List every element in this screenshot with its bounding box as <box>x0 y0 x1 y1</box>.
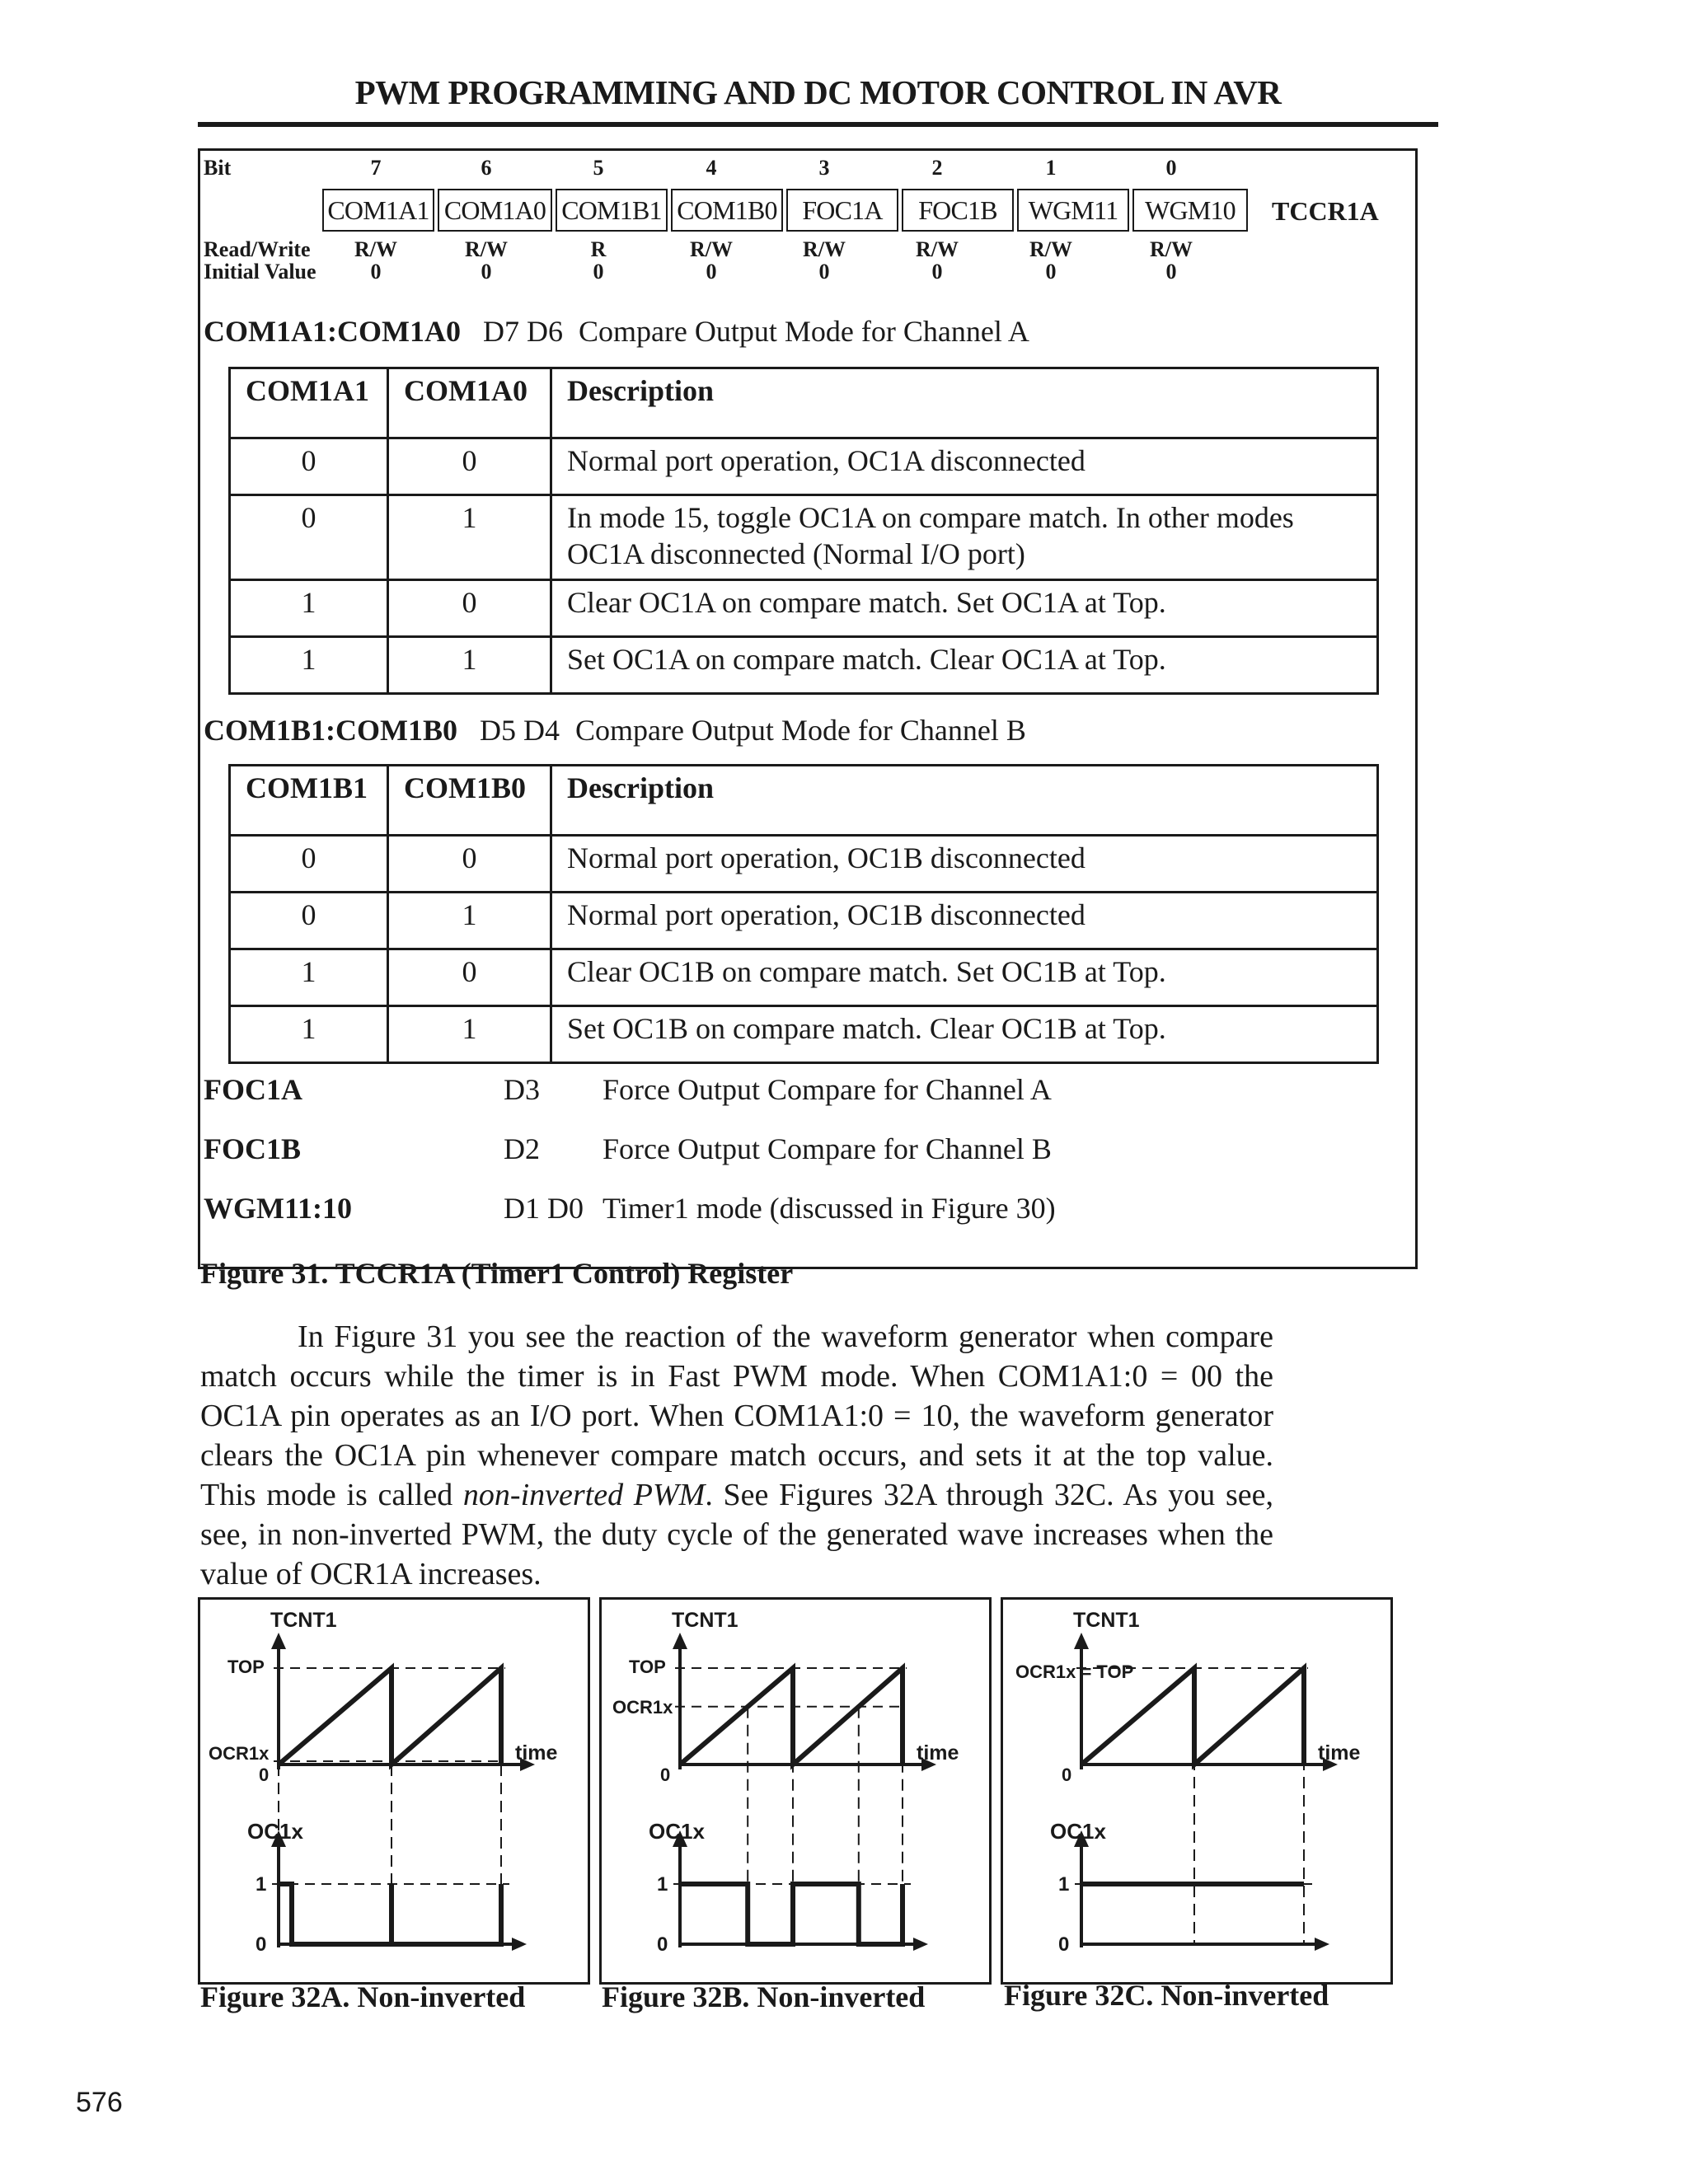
figure-32b-caption: Figure 32B. Non-inverted <box>602 1980 926 2013</box>
waveform-diagram <box>200 1600 588 1982</box>
table-row <box>230 949 1378 1006</box>
table-cell: Set OC1B on compare match. Clear OC1B at Top. <box>551 1006 1378 1063</box>
initial-value: 0 <box>818 260 830 284</box>
register-field: COM1A0 <box>438 189 552 232</box>
paragraph-emphasis: non-inverted PWM <box>462 1478 706 1512</box>
register-field: FOC1B <box>902 189 1014 232</box>
ocr-top-label: OCR1x = TOP <box>1015 1661 1134 1682</box>
table-cell: Clear OC1A on compare match. Set OC1A at Top. <box>551 580 1378 637</box>
table-cell: 1 <box>388 1006 551 1063</box>
table-cell: In mode 15, toggle OC1A on compare match. In other modes OC1A disconnected (Normal I/O port) <box>551 495 1378 580</box>
table-cell: 0 <box>388 949 551 1006</box>
zero-label: 0 <box>657 1933 668 1956</box>
column-header: Description <box>551 368 1378 438</box>
tcnt-label: TCNT1 <box>270 1609 337 1632</box>
arrow-icon <box>1315 1938 1329 1951</box>
zero-label: 0 <box>1058 1933 1070 1956</box>
one-label: 1 <box>657 1873 668 1896</box>
ocr-label: OCR1x <box>209 1743 270 1764</box>
bit-number: 3 <box>818 156 830 180</box>
tcnt-sawtooth <box>1081 1668 1304 1765</box>
table-cell: 1 <box>230 580 388 637</box>
table-row <box>230 580 1378 637</box>
page-header-title: PWM PROGRAMMING AND DC MOTOR CONTROL IN AVR <box>354 73 1282 111</box>
definition-bits: D1 D0 <box>504 1192 584 1225</box>
com1a-table <box>228 367 1379 695</box>
zero-label: 0 <box>660 1765 671 1785</box>
com1a-title: Compare Output Mode for Channel A <box>578 315 1029 348</box>
register-field: WGM10 <box>1132 189 1248 232</box>
table-row <box>230 495 1378 580</box>
rw-value: R/W <box>803 237 846 261</box>
time-label: time <box>917 1741 959 1765</box>
tcnt-sawtooth <box>279 1668 501 1765</box>
table-cell: 0 <box>388 580 551 637</box>
table-row <box>230 893 1378 949</box>
header-rule <box>198 122 1438 127</box>
initial-value: 0 <box>931 260 943 284</box>
one-label: 1 <box>1058 1873 1070 1896</box>
definition-bits: D2 <box>504 1132 540 1165</box>
table-cell: Clear OC1B on compare match. Set OC1B at Top. <box>551 949 1378 1006</box>
com1a-bits: D7 D6 <box>482 315 563 348</box>
initial-value: 0 <box>370 260 382 284</box>
com1b-bits: D5 D4 <box>479 714 560 747</box>
table-cell: Normal port operation, OC1B disconnected <box>551 836 1378 893</box>
arrow-icon <box>1074 1633 1089 1649</box>
paragraph-text: . See Figures 32A through 32C. As you see, see, in non-inverted PWM, the duty cycle of the generated wave increases when the value of OCR1A increases. <box>200 1478 1273 1591</box>
table-cell: 0 <box>230 438 388 495</box>
table-cell: Set OC1A on compare match. Clear OC1A at Top. <box>551 637 1378 694</box>
rw-value: R/W <box>1150 237 1193 261</box>
definition-bits: D3 <box>504 1073 540 1106</box>
register-fields <box>322 189 1258 232</box>
register-field: COM1B0 <box>671 189 783 232</box>
top-label: TOP <box>629 1657 666 1677</box>
rw-value: R/W <box>465 237 508 261</box>
arrow-icon <box>673 1633 687 1649</box>
time-label: time <box>515 1741 558 1765</box>
arrow-icon <box>271 1633 286 1649</box>
definition-text: Force Output Compare for Channel B <box>603 1132 1052 1165</box>
figure-32c-caption: Figure 32C. Non-inverted <box>1004 1979 1329 2012</box>
bit-number: 0 <box>1165 156 1177 180</box>
oc-label: OC1x <box>1050 1819 1106 1844</box>
figure-31-frame <box>198 148 1418 1269</box>
bit-number: 1 <box>1045 156 1057 180</box>
initial-value-label: Initial Value <box>204 260 316 284</box>
initial-value: 0 <box>1165 260 1177 284</box>
com1b-heading <box>204 713 1026 748</box>
time-label: time <box>1318 1741 1361 1765</box>
register-field: WGM11 <box>1017 189 1129 232</box>
oc-waveform <box>680 1884 903 1944</box>
read-write-label: Read/Write <box>204 237 311 261</box>
com1b-table <box>228 764 1379 1064</box>
oc-label: OC1x <box>247 1819 303 1844</box>
table-cell: Normal port operation, OC1A disconnected <box>551 438 1378 495</box>
waveform-figure-32a <box>198 1597 590 1985</box>
tcnt-label: TCNT1 <box>1073 1609 1140 1632</box>
table-row <box>230 836 1378 893</box>
waveform-diagram <box>1003 1600 1390 1982</box>
oc-label: OC1x <box>649 1819 705 1844</box>
com1b-title: Compare Output Mode for Channel B <box>574 714 1026 747</box>
tcnt-sawtooth <box>680 1668 903 1765</box>
table-cell: 0 <box>388 836 551 893</box>
table-cell: 1 <box>230 1006 388 1063</box>
top-label: TOP <box>227 1657 265 1677</box>
table-cell: 1 <box>388 495 551 580</box>
table-header-row <box>230 368 1378 438</box>
definition-key: FOC1B <box>204 1132 302 1165</box>
initial-value: 0 <box>706 260 717 284</box>
table-row <box>230 438 1378 495</box>
arrow-icon <box>913 1938 928 1951</box>
rw-value: R/W <box>916 237 959 261</box>
table-cell: 1 <box>388 637 551 694</box>
com1a-key: COM1A1:COM1A0 <box>204 315 461 348</box>
zero-label: 0 <box>259 1765 270 1785</box>
bit-number: 5 <box>593 156 604 180</box>
table-cell: 1 <box>388 893 551 949</box>
zero-label: 0 <box>1062 1765 1072 1785</box>
register-field: FOC1A <box>786 189 898 232</box>
definition-row <box>204 1072 1357 1108</box>
com1b-key: COM1B1:COM1B0 <box>204 714 457 747</box>
register-field: COM1B1 <box>556 189 668 232</box>
one-label: 1 <box>256 1873 267 1896</box>
definition-key: WGM11:10 <box>204 1192 352 1225</box>
column-header: Description <box>551 766 1378 836</box>
column-header: COM1B1 <box>230 766 388 836</box>
rw-value: R/W <box>690 237 733 261</box>
register-name: TCCR1A <box>1272 196 1379 226</box>
body-paragraph <box>200 1317 1273 1594</box>
column-header: COM1A0 <box>388 368 551 438</box>
ocr-label: OCR1x <box>612 1696 673 1718</box>
definition-row <box>204 1132 1357 1168</box>
column-header: COM1B0 <box>388 766 551 836</box>
zero-label: 0 <box>256 1933 267 1956</box>
table-cell: 0 <box>230 495 388 580</box>
com1a-heading <box>204 314 1029 349</box>
table-cell: 0 <box>230 836 388 893</box>
bit-label: Bit <box>204 156 232 180</box>
definition-text: Timer1 mode (discussed in Figure 30) <box>603 1192 1056 1225</box>
initial-value: 0 <box>481 260 492 284</box>
table-cell: 1 <box>230 949 388 1006</box>
bit-number: 6 <box>481 156 492 180</box>
page-number: 576 <box>76 2087 123 2118</box>
table-cell: 0 <box>388 438 551 495</box>
table-row <box>230 637 1378 694</box>
table-cell: 0 <box>230 893 388 949</box>
bit-number: 2 <box>931 156 943 180</box>
arrow-icon <box>512 1938 527 1951</box>
table-cell: 1 <box>230 637 388 694</box>
table-cell: Normal port operation, OC1B disconnected <box>551 893 1378 949</box>
register-field: COM1A1 <box>322 189 434 232</box>
rw-value: R <box>590 237 607 261</box>
figure-32a-caption: Figure 32A. Non-inverted <box>200 1980 526 2013</box>
rw-value: R/W <box>1029 237 1072 261</box>
oc-waveform <box>279 1884 501 1944</box>
table-row <box>230 1006 1378 1063</box>
table-header-row <box>230 766 1378 836</box>
initial-value: 0 <box>593 260 604 284</box>
definition-text: Force Output Compare for Channel A <box>603 1073 1052 1106</box>
waveform-figure-32b <box>599 1597 992 1985</box>
column-header: COM1A1 <box>230 368 388 438</box>
bit-number: 4 <box>706 156 717 180</box>
tcnt-label: TCNT1 <box>672 1609 738 1632</box>
definition-key: FOC1A <box>204 1073 302 1106</box>
paragraph-text: In Figure 31 you see the reaction of the waveform generator when compare match occurs while the timer is in Fast PWM mode. When COM1A1:0 = 00 the OC1A pin operates as an I/O port. When COM1A1:0 = 10, the waveform generator clears the OC1A pin whenever compare match occurs, and sets it at the top value. This mode is called <box>200 1319 1273 1512</box>
waveform-figure-32c <box>1001 1597 1393 1985</box>
initial-value: 0 <box>1045 260 1057 284</box>
figure-31-caption: Figure 31. TCCR1A (Timer1 Control) Register <box>200 1257 794 1290</box>
waveform-diagram <box>602 1600 989 1982</box>
definition-row <box>204 1191 1357 1227</box>
bit-number: 7 <box>370 156 382 180</box>
rw-value: R/W <box>354 237 397 261</box>
